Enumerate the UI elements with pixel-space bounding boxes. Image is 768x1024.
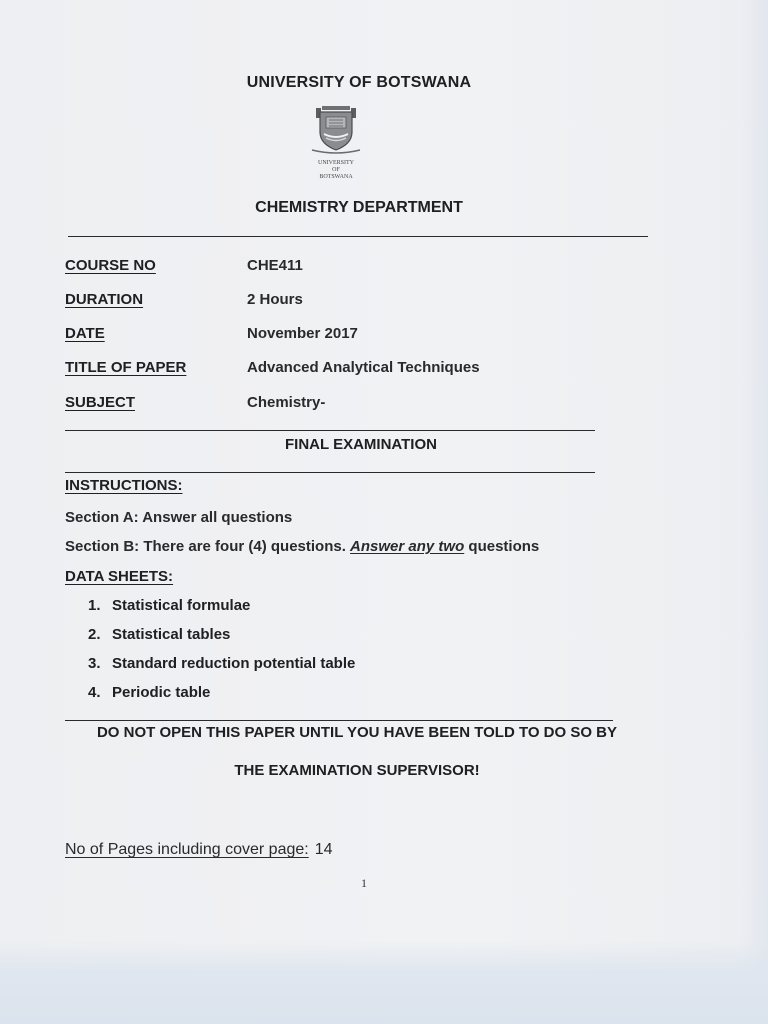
crest-caption-line: OF bbox=[332, 167, 340, 173]
exam-type-title: FINAL EXAMINATION bbox=[285, 436, 437, 453]
data-sheet-item bbox=[88, 684, 210, 701]
item-text: Standard reduction potential table bbox=[112, 655, 356, 672]
instructions-heading: INSTRUCTIONS: bbox=[65, 477, 183, 494]
instruction-text: questions bbox=[464, 538, 540, 555]
item-text: Statistical formulae bbox=[112, 597, 251, 614]
item-text: Periodic table bbox=[112, 684, 211, 701]
warning-line-1: DO NOT OPEN THIS PAPER UNTIL YOU HAVE BEEN TOLD TO DO SO BY bbox=[96, 724, 618, 741]
divider-line bbox=[65, 430, 595, 431]
data-sheet-item bbox=[88, 597, 250, 614]
title-of-paper-value: Advanced Analytical Techniques bbox=[247, 359, 480, 376]
course-no-label: COURSE NO bbox=[65, 257, 156, 274]
subject-value: Chemistry- bbox=[247, 394, 326, 411]
item-number: 1. bbox=[88, 597, 101, 614]
subject-label: SUBJECT bbox=[65, 394, 136, 411]
crest-caption bbox=[300, 160, 372, 181]
page-number: 1 bbox=[361, 876, 367, 890]
department-title: CHEMISTRY DEPARTMENT bbox=[255, 199, 463, 216]
item-text: Statistical tables bbox=[112, 626, 231, 643]
duration-label: DURATION bbox=[65, 291, 144, 308]
instruction-emphasis: Answer any two bbox=[350, 538, 465, 555]
item-number: 3. bbox=[88, 655, 101, 672]
instruction-section-a: Section A: Answer all questions bbox=[65, 509, 293, 526]
divider-line bbox=[68, 236, 648, 237]
data-sheet-item bbox=[88, 655, 355, 672]
page-count-value: 14 bbox=[314, 841, 333, 858]
warning-line-2: THE EXAMINATION SUPERVISOR! bbox=[234, 762, 480, 779]
university-crest-icon bbox=[310, 104, 362, 154]
divider-line bbox=[65, 720, 613, 721]
date-label: DATE bbox=[65, 325, 105, 342]
scan-edge-shadow bbox=[740, 0, 768, 1024]
university-title: UNIVERSITY OF BOTSWANA bbox=[246, 74, 472, 91]
date-value: November 2017 bbox=[247, 325, 358, 342]
item-number: 4. bbox=[88, 684, 101, 701]
instruction-section-b bbox=[65, 538, 539, 555]
page-count bbox=[65, 841, 333, 859]
divider-line bbox=[65, 472, 595, 473]
data-sheet-item bbox=[88, 626, 230, 643]
scan-bottom-tint bbox=[0, 940, 768, 1024]
item-number: 2. bbox=[88, 626, 101, 643]
crest-caption-line: BOTSWANA bbox=[319, 174, 353, 180]
title-of-paper-label: TITLE OF PAPER bbox=[65, 359, 187, 376]
course-no-value: CHE411 bbox=[247, 257, 303, 274]
instruction-text: Section B: There are four (4) questions. bbox=[65, 538, 351, 555]
crest-caption-line: UNIVERSITY bbox=[318, 160, 354, 166]
data-sheets-heading: DATA SHEETS: bbox=[65, 568, 174, 585]
duration-value: 2 Hours bbox=[247, 291, 303, 308]
page-count-label: No of Pages including cover page: bbox=[65, 841, 309, 858]
